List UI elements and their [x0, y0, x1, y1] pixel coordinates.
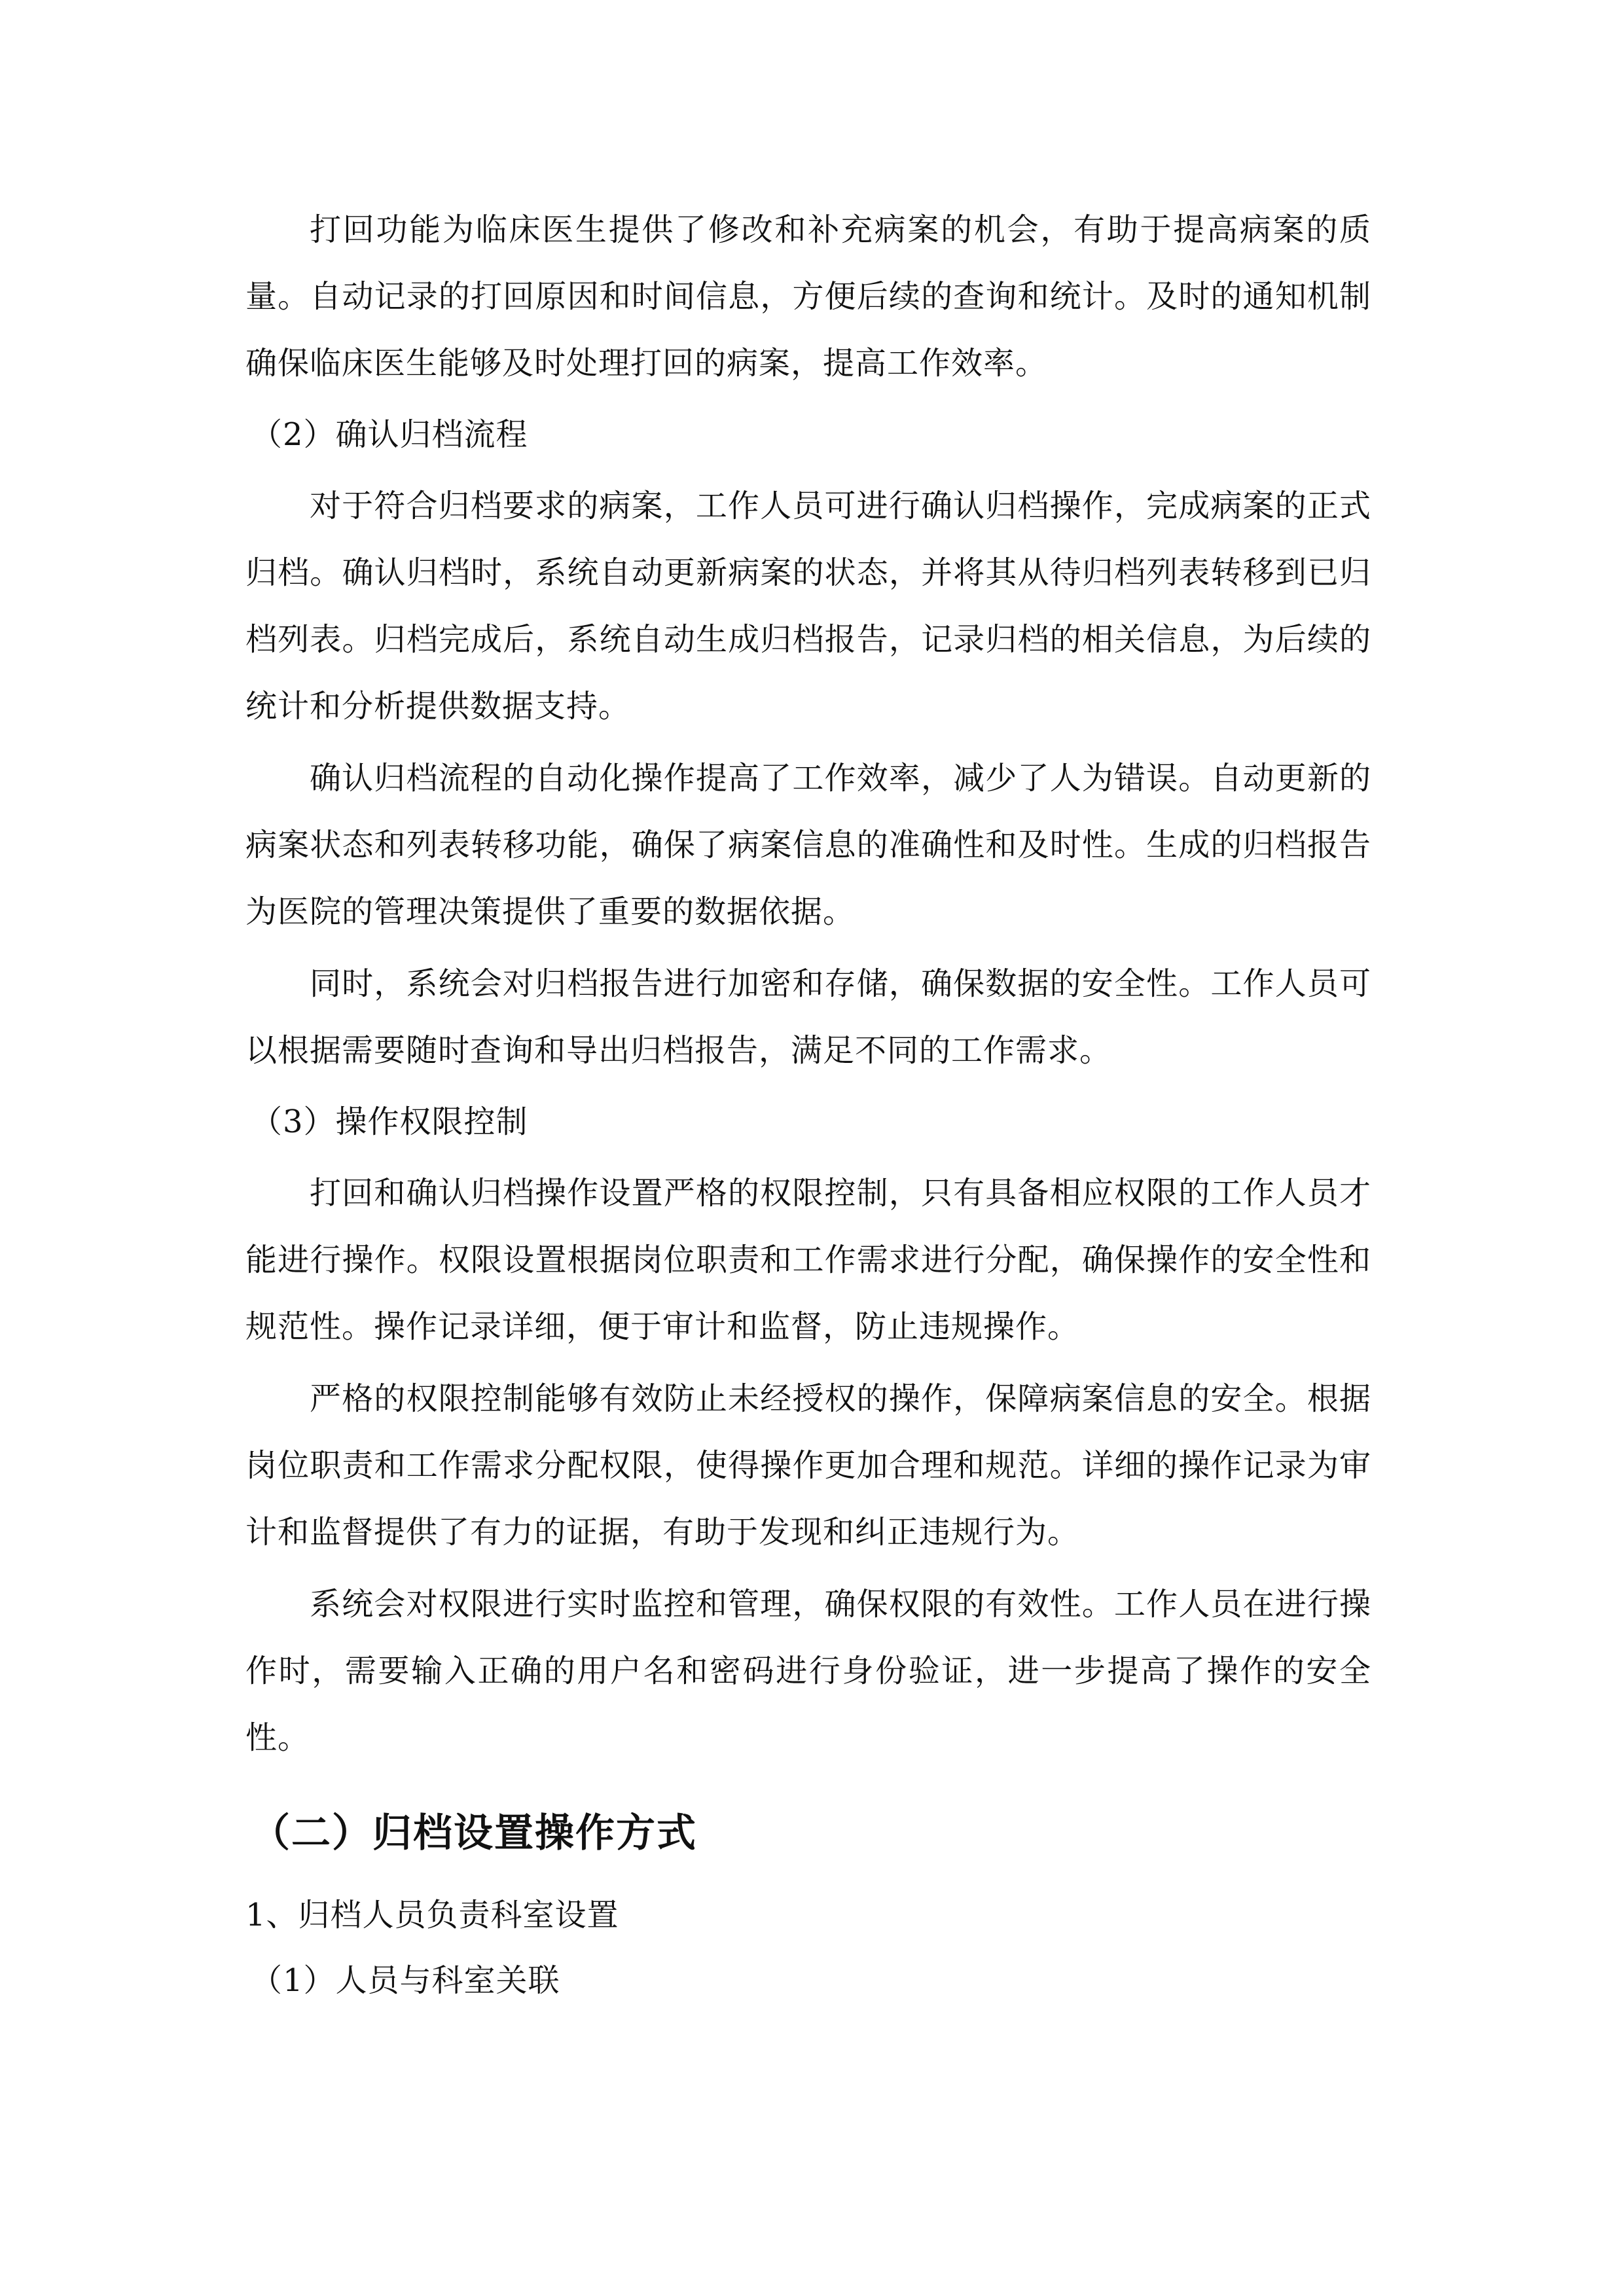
paragraph-encryption: 同时，系统会对归档报告进行加密和存储，确保数据的安全性。工作人员可以根据需要随时查询和导出归档报告，满足不同的工作需求。 [245, 965, 1371, 1069]
subheading-permission-control: （3）操作权限控制 [251, 1103, 528, 1140]
subsection-title: 1、归档人员负责科室设置 [245, 1897, 619, 1933]
document-page [245, 196, 1371, 2018]
paragraph-confirm-archive: 对于符合归档要求的病案，工作人员可进行确认归档操作，完成病案的正式归档。确认归档时，系统自动更新病案的状态，并将其从待归档列表转移到已归档列表。归档完成后，系统自动生成归档报告，记录归档的相关信息，为后续的统计和分析提供数据支持。 [245, 488, 1371, 725]
subheading-staff-department: （1）人员与科室关联 [251, 1962, 560, 1999]
paragraph-return-function: 打回功能为临床医生提供了修改和补充病案的机会，有助于提高病案的质量。自动记录的打回原因和时间信息，方便后续的查询和统计。及时的通知机制确保临床医生能够及时处理打回的病案，提高工作效率。 [245, 211, 1371, 382]
paragraph-automation: 确认归档流程的自动化操作提高了工作效率，减少了人为错误。自动更新的病案状态和列表转移功能，确保了病案信息的准确性和及时性。生成的归档报告为医院的管理决策提供了重要的数据依据。 [245, 760, 1371, 930]
paragraph-permission-control: 打回和确认归档操作设置严格的权限控制，只有具备相应权限的工作人员才能进行操作。权限设置根据岗位职责和工作需求进行分配，确保操作的安全性和规范性。操作记录详细，便于审计和监督，防止违规操作。 [245, 1175, 1371, 1345]
paragraph-strict-permission: 严格的权限控制能够有效防止未经授权的操作，保障病案信息的安全。根据岗位职责和工作需求分配权限，使得操作更加合理和规范。详细的操作记录为审计和监督提供了有力的证据，有助于发现和纠正违规行为。 [245, 1380, 1371, 1551]
section-title: （二）归档设置操作方式 [251, 1810, 697, 1856]
paragraph-monitoring: 系统会对权限进行实时监控和管理，确保权限的有效性。工作人员在进行操作时，需要输入正确的用户名和密码进行身份验证，进一步提高了操作的安全性。 [245, 1586, 1371, 1756]
subheading-confirm-archive: （2）确认归档流程 [251, 416, 528, 453]
